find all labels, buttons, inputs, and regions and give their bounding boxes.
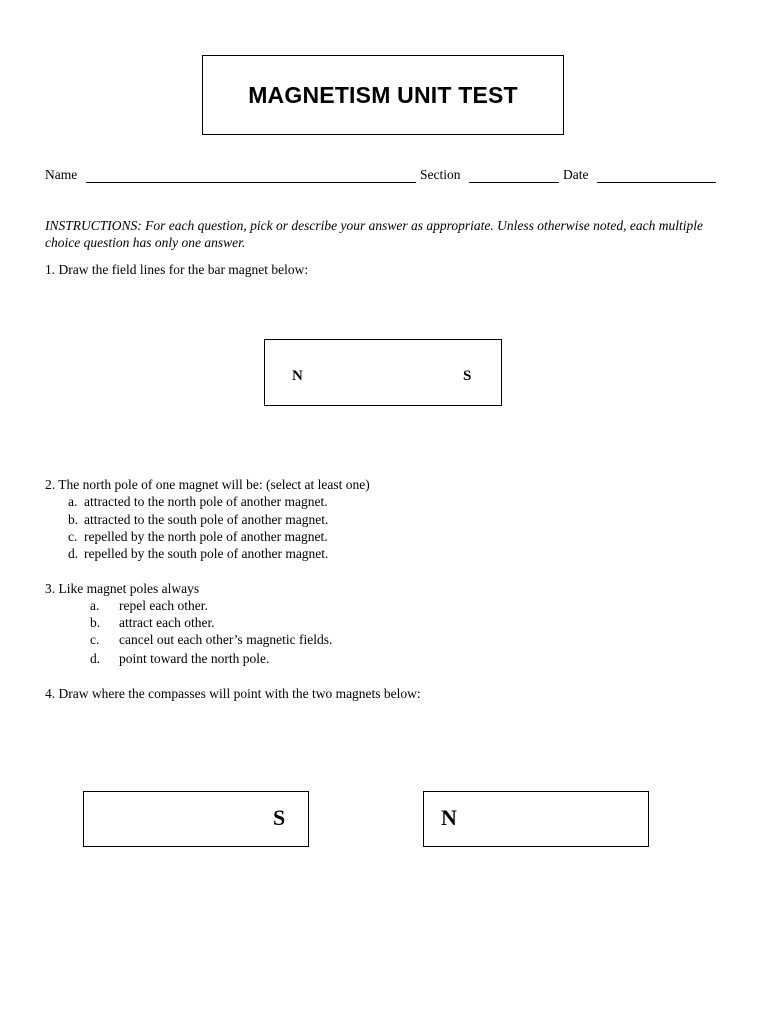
q3-option-d-letter: d.: [90, 651, 101, 666]
q3-option-b-letter: b.: [90, 615, 101, 630]
north-pole-label: N: [441, 805, 457, 830]
south-pole-label: S: [463, 368, 472, 384]
q3-option-c[interactable]: cancel out each other’s magnetic fields.: [119, 632, 333, 647]
bar-magnet-q1: [264, 339, 502, 406]
q3-option-b[interactable]: attract each other.: [119, 615, 215, 630]
south-pole-label: S: [273, 805, 286, 830]
date-field-line[interactable]: [597, 182, 716, 183]
q2-option-a-letter: a.: [68, 494, 78, 509]
q2-option-b-letter: b.: [68, 512, 79, 527]
q2-option-c-letter: c.: [68, 529, 78, 544]
q2-option-c[interactable]: repelled by the north pole of another magnet.: [84, 529, 328, 544]
name-label: Name: [45, 167, 78, 182]
bar-magnet-left-q4: [83, 791, 309, 847]
q3-option-a-letter: a.: [90, 598, 100, 613]
q2-option-b[interactable]: attracted to the south pole of another magnet.: [84, 512, 329, 527]
section-label: Section: [420, 167, 461, 182]
name-field-line[interactable]: [86, 182, 416, 183]
q3-option-a[interactable]: repel each other.: [119, 598, 208, 613]
q3-option-c-letter: c.: [90, 632, 100, 647]
question-2-text: 2. The north pole of one magnet will be: (select at least one): [45, 477, 370, 492]
q3-option-d[interactable]: point toward the north pole.: [119, 651, 270, 666]
question-1-text: 1. Draw the field lines for the bar magnet below:: [45, 262, 309, 277]
question-3-text: 3. Like magnet poles always: [45, 581, 200, 596]
title-box: [202, 55, 564, 135]
instructions: INSTRUCTIONS: For each question, pick or describe your answer as appropriate. Unless otherwise noted, each multiple choice question has only one answer.: [45, 218, 703, 250]
q2-option-d-letter: d.: [68, 546, 79, 561]
q2-option-d[interactable]: repelled by the south pole of another magnet.: [84, 546, 329, 561]
bar-magnet-right-q4: [423, 791, 649, 847]
page-title: MAGNETISM UNIT TEST: [248, 81, 518, 108]
section-field-line[interactable]: [469, 182, 559, 183]
north-pole-label: N: [292, 368, 303, 384]
question-4-text: 4. Draw where the compasses will point with the two magnets below:: [45, 686, 421, 701]
q2-option-a[interactable]: attracted to the north pole of another magnet.: [84, 494, 328, 509]
date-label: Date: [563, 167, 589, 182]
